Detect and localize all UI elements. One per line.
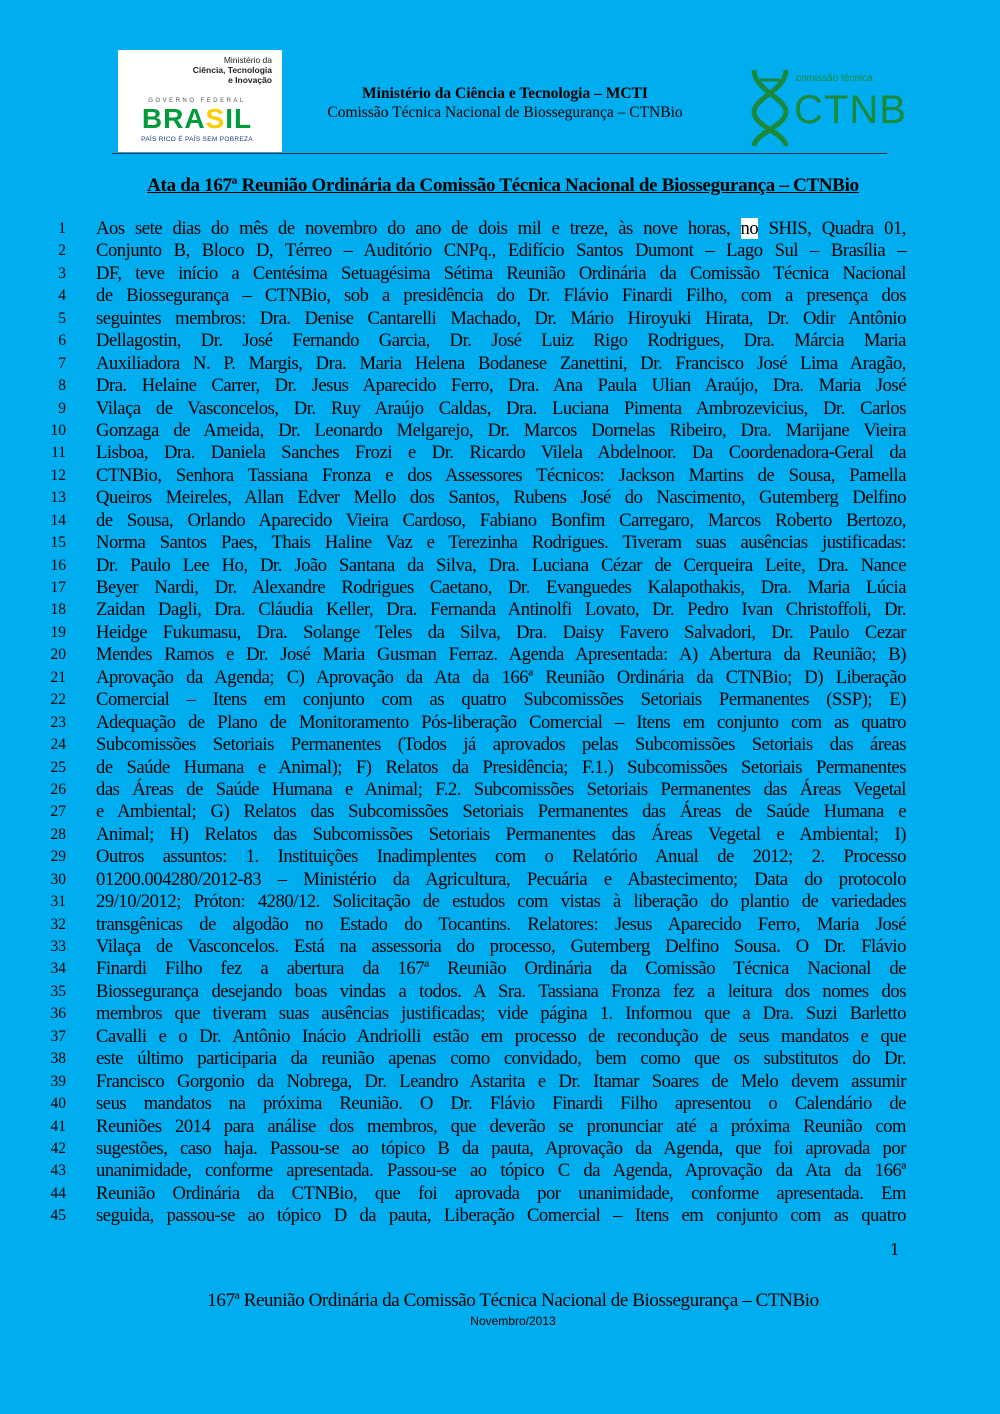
- line-text: Beyer Nardi, Dr. Alexandre Rodrigues Caetano, Dr. Evanguedes Kalapothakis, Dra. Maria Lúcia: [96, 577, 906, 598]
- footer-date: Novembro/2013: [470, 1314, 556, 1328]
- line-text: Queiros Meireles, Allan Edver Mello dos Santos, Rubens José do Nascimento, Gutemberg Delfino: [96, 487, 906, 509]
- line-text: Reunião Ordinária da CTNBio, que foi aprovada por unanimidade, conforme apresentada. Em: [96, 1182, 906, 1204]
- document-line: [0, 1026, 1000, 1048]
- line-number: 20: [50, 646, 66, 664]
- line-number: 26: [50, 780, 66, 798]
- line-number: 18: [50, 601, 66, 619]
- ctnb-logo-subtitle: comissão técnica: [796, 73, 873, 84]
- document-line: [0, 869, 1000, 891]
- document-line: [0, 1071, 1000, 1093]
- line-number: 40: [50, 1095, 66, 1113]
- document-line: [0, 779, 1000, 801]
- line-text: Zaidan Dagli, Dra. Cláudia Keller, Dra. Fernanda Antinolfi Lovato, Dr. Pedro Ivan Christoffoli, Dr.: [96, 599, 906, 621]
- document-title: Ata da 167ª Reunião Ordinária da Comissão Técnica Nacional de Biossegurança – CTNBio: [147, 175, 859, 196]
- line-number: 32: [50, 915, 66, 933]
- document-line: [0, 465, 1000, 487]
- line-number: 6: [58, 332, 66, 350]
- line-text: seguintes membros: Dra. Denise Cantarelli Machado, Dr. Mário Hiroyuki Hirata, Dr. Odir Antônio: [96, 307, 906, 329]
- line-number: 22: [50, 691, 66, 709]
- line-text: de Biossegurança – CTNBio, sob a presidência do Dr. Flávio Finardi Filho, com a presença dos: [96, 285, 906, 307]
- line-text: Heidge Fukumasu, Dra. Solange Teles da Silva, Dra. Daisy Favero Salvadori, Dr. Paulo Cezar: [96, 621, 906, 643]
- line-number: 11: [51, 444, 66, 462]
- ministry-logo-line3: e Inovação: [228, 75, 272, 85]
- document-line: [0, 599, 1000, 621]
- line-text: Dellagostin, Dr. José Fernando Garcia, Dr. José Luiz Rigo Rodrigues, Dra. Márcia Maria: [96, 330, 906, 352]
- document-line: [0, 285, 1000, 307]
- line-number: 17: [50, 579, 66, 596]
- document-line: [0, 442, 1000, 464]
- document-line: [0, 1116, 1000, 1138]
- document-line: [0, 330, 1000, 352]
- document-line: [0, 712, 1000, 734]
- line-number: 27: [50, 803, 66, 821]
- line-number: 25: [50, 758, 66, 776]
- line-text: e Ambiental; G) Relatos das Subcomissões Setoriais Permanentes das Áreas de Saúde Humana e: [96, 801, 906, 823]
- document-line: [0, 667, 1000, 689]
- line-number: 8: [58, 377, 66, 395]
- line-text: unanimidade, conforme apresentada. Passou-se ao tópico C da Agenda, Aprovação da Ata da 166ª: [96, 1160, 906, 1182]
- line-number: 1: [58, 220, 66, 237]
- document-line: [0, 510, 1000, 532]
- header-title: [285, 84, 725, 122]
- document-line: [0, 1048, 1000, 1070]
- line-text: Aos sete dias do mês de novembro do ano de dois mil e treze, às nove horas, no SHIS, Quadra 01,: [96, 218, 906, 239]
- line-text: Adequação de Plano de Monitoramento Pós-liberação Comercial – Itens em conjunto com as quatro: [96, 711, 906, 733]
- line-text: Dr. Paulo Lee Ho, Dr. João Santana da Silva, Dra. Luciana Cézar de Cerqueira Leite, Dra. Nance: [96, 554, 906, 576]
- line-text: Cavalli e o Dr. Antônio Inácio Andriolli estão em processo de recondução de seus mandatos e que: [96, 1025, 906, 1047]
- document-line: [0, 1138, 1000, 1160]
- document-line: [0, 1160, 1000, 1182]
- document-line: [0, 218, 1000, 240]
- document-line: [0, 375, 1000, 397]
- document-line: [0, 532, 1000, 554]
- header-divider: [112, 153, 887, 154]
- footer-title: 167ª Reunião Ordinária da Comissão Técnica Nacional de Biossegurança – CTNBio: [207, 1290, 819, 1311]
- document-line: [0, 846, 1000, 868]
- document-line: [0, 689, 1000, 711]
- line-number: 21: [50, 668, 66, 686]
- document-line: [0, 824, 1000, 846]
- header-title-line1: Ministério da Ciência e Tecnologia – MCTI: [362, 85, 648, 102]
- line-number: 36: [50, 1005, 66, 1023]
- line-text: CTNBio, Senhora Tassiana Fronza e dos Assessores Técnicos: Jackson Martins de Sousa, Pamella: [96, 464, 906, 486]
- document-line: [0, 734, 1000, 756]
- line-number: 37: [50, 1027, 66, 1045]
- line-text: Gonzaga de Ameida, Dr. Leonardo Melgarejo, Dr. Marcos Dornelas Ribeiro, Dra. Marijane Vieira: [96, 419, 906, 441]
- document-line: [0, 240, 1000, 262]
- line-number: 43: [50, 1162, 66, 1180]
- line-text: transgênicas de algodão no Estado do Tocantins. Relatores: Jesus Aparecido Ferro, Maria José: [96, 913, 906, 935]
- document-line: [0, 487, 1000, 509]
- gov-federal-label: GOVERNO FEDERAL: [148, 98, 246, 104]
- line-text: Vilaça de Vasconcelos, Dr. Ruy Araújo Caldas, Dra. Luciana Pimenta Ambrozevicius, Dr. Carlos: [96, 397, 906, 419]
- line-number: 5: [58, 309, 66, 327]
- line-number: 13: [50, 489, 66, 507]
- line-number: 19: [50, 623, 66, 641]
- line-number: 34: [50, 960, 66, 978]
- line-text: Animal; H) Relatos das Subcomissões Setoriais Permanentes das Áreas Vegetal e Ambiental; I): [96, 823, 906, 845]
- ctnb-logo-text: CTNB: [794, 88, 907, 132]
- line-number: 28: [50, 825, 66, 843]
- line-number: 7: [58, 354, 66, 372]
- ministry-logo-text: [122, 55, 272, 85]
- line-text: Biossegurança desejando boas vindas a todos. A Sra. Tassiana Fronza fez a leitura dos nomes dos: [96, 980, 906, 1002]
- line-number: 45: [50, 1207, 66, 1225]
- line-number: 4: [58, 287, 66, 305]
- line-number: 39: [50, 1072, 66, 1090]
- line-text: Aprovação da Agenda; C) Aprovação da Ata da 166ª Reunião Ordinária da CTNBio; D) Liberação: [96, 666, 906, 688]
- line-number: 12: [50, 466, 66, 484]
- line-text: Auxiliadora N. P. Margis, Dra. Maria Helena Bodanese Zanettini, Dr. Francisco José Lima Aragão,: [96, 352, 906, 374]
- line-number: 23: [50, 713, 66, 731]
- line-text: Reuniões 2014 para análise dos membros, que deverão se pronunciar até a próxima Reunião com: [96, 1115, 906, 1137]
- line-text: Conjunto B, Bloco D, Térreo – Auditório CNPq., Edifício Santos Dumont – Lago Sul – Brasília –: [96, 240, 906, 262]
- line-number: 9: [58, 399, 66, 417]
- line-text: sugestões, caso haja. Passou-se ao tópico B da pauta, Aprovação da Agenda, que foi aprovada por: [96, 1137, 906, 1159]
- line-text: 29/10/2012; Próton: 4280/12. Solicitação de estudos com vistas à liberação do plantio de variedades: [96, 891, 906, 913]
- line-text: de Sousa, Orlando Aparecido Vieira Cardoso, Fabiano Bonfim Carregaro, Marcos Roberto Bertozo,: [96, 509, 906, 531]
- line-number: 14: [50, 511, 66, 529]
- line-number: 44: [50, 1184, 66, 1202]
- document-line: [0, 577, 1000, 599]
- line-number: 15: [50, 534, 66, 552]
- line-number: 3: [58, 264, 66, 282]
- line-text: Lisboa, Dra. Daniela Sanches Frozi e Dr. Ricardo Vilela Abdelnoor. Da Coordenadora-Geral da: [96, 442, 906, 464]
- line-number: 42: [50, 1139, 66, 1157]
- line-text: seus mandatos na próxima Reunião. O Dr. Flávio Finardi Filho apresentou o Calendário de: [96, 1093, 906, 1115]
- line-text: Francisco Gorgonio da Nobrega, Dr. Leandro Astarita e Dr. Itamar Soares de Melo devem assumir: [96, 1070, 906, 1092]
- document-line: [0, 353, 1000, 375]
- document-line: [0, 1003, 1000, 1025]
- document-line: [0, 1093, 1000, 1115]
- brasil-logo-word: BRASIL: [141, 103, 253, 134]
- line-text: Norma Santos Paes, Thais Haline Vaz e Terezinha Rodrigues. Tiveram suas ausências justificadas:: [96, 532, 906, 554]
- line-number: 10: [50, 421, 66, 439]
- line-text: este último participaria da reunião apenas como convidado, bem como que os substitutos do Dr.: [96, 1048, 906, 1070]
- line-text: Vilaça de Vasconcelos. Está na assessoria do processo, Gutemberg Delfino Sousa. O Dr. Flávio: [96, 936, 906, 957]
- line-text: Finardi Filho fez a abertura da 167ª Reunião Ordinária da Comissão Técnica Nacional de: [96, 958, 906, 980]
- line-text: Dra. Helaine Carrer, Dr. Jesus Aparecido Ferro, Dra. Ana Paula Ulian Araújo, Dra. Maria José: [96, 375, 906, 397]
- document-line: [0, 644, 1000, 666]
- line-text: Outros assuntos: 1. Instituições Inadimplentes com o Relatório Anual de 2012; 2. Processo: [96, 846, 906, 868]
- document-line: [0, 914, 1000, 936]
- header-title-line2: Comissão Técnica Nacional de Biossegurança – CTNBio: [327, 104, 683, 121]
- document-line: [0, 420, 1000, 442]
- document-line: [0, 958, 1000, 980]
- document-line: [0, 263, 1000, 285]
- document-line: [0, 936, 1000, 958]
- line-text: de Saúde Humana e Animal); F) Relatos da Presidência; F.1.) Subcomissões Setoriais Permanentes: [96, 756, 906, 778]
- document-line: [0, 555, 1000, 577]
- document-line: [0, 1183, 1000, 1205]
- line-text: membros que tiveram suas ausências justificadas; vide página 1. Informou que a Dra. Suzi Barletto: [96, 1003, 906, 1025]
- ministry-logo-line1: Ministério da: [223, 55, 272, 65]
- line-number: 33: [50, 938, 66, 955]
- page-number: 1: [890, 1239, 899, 1259]
- line-text: Mendes Ramos e Dr. José Maria Gusman Ferraz. Agenda Apresentada: A) Abertura da Reunião; B): [96, 644, 906, 666]
- ministry-logo-line2: Ciência, Tecnologia: [192, 65, 272, 75]
- document-line: [0, 398, 1000, 420]
- document-line: [0, 308, 1000, 330]
- brasil-slogan: PAÍS RICO É PAÍS SEM POBREZA: [141, 136, 253, 143]
- line-number: 38: [50, 1050, 66, 1068]
- line-text: 01200.004280/2012-83 – Ministério da Agricultura, Pecuária e Abastecimento; Data do protocolo: [96, 868, 906, 890]
- line-number: 29: [50, 848, 66, 866]
- line-text: Subcomissões Setoriais Permanentes (Todos já aprovados pelas Subcomissões Setoriais das áreas: [96, 734, 906, 756]
- line-number: 16: [50, 556, 66, 574]
- line-text: seguida, passou-se ao tópico D da pauta, Liberação Comercial – Itens em conjunto com as quatro: [96, 1205, 906, 1227]
- line-number: 41: [50, 1117, 66, 1135]
- line-number: 2: [58, 242, 66, 260]
- document-line: [0, 981, 1000, 1003]
- document-body: [0, 218, 1000, 1228]
- line-number: 30: [50, 870, 66, 888]
- line-text: Comercial – Itens em conjunto com as quatro Subcomissões Setoriais Permanentes (SSP); E): [96, 689, 906, 711]
- line-text: DF, teve início a Centésima Setuagésima Sétima Reunião Ordinária da Comissão Técnica Nacional: [96, 262, 906, 284]
- line-number: 35: [50, 982, 66, 1000]
- line-text: das Áreas de Saúde Humana e Animal; F.2. Subcomissões Setoriais Permanentes das Áreas Vegetal: [96, 778, 906, 800]
- document-line: [0, 801, 1000, 823]
- document-line: [0, 891, 1000, 913]
- line-number: 24: [50, 736, 66, 754]
- document-line: [0, 1205, 1000, 1227]
- document-line: [0, 622, 1000, 644]
- document-line: [0, 757, 1000, 779]
- line-number: 31: [50, 893, 66, 911]
